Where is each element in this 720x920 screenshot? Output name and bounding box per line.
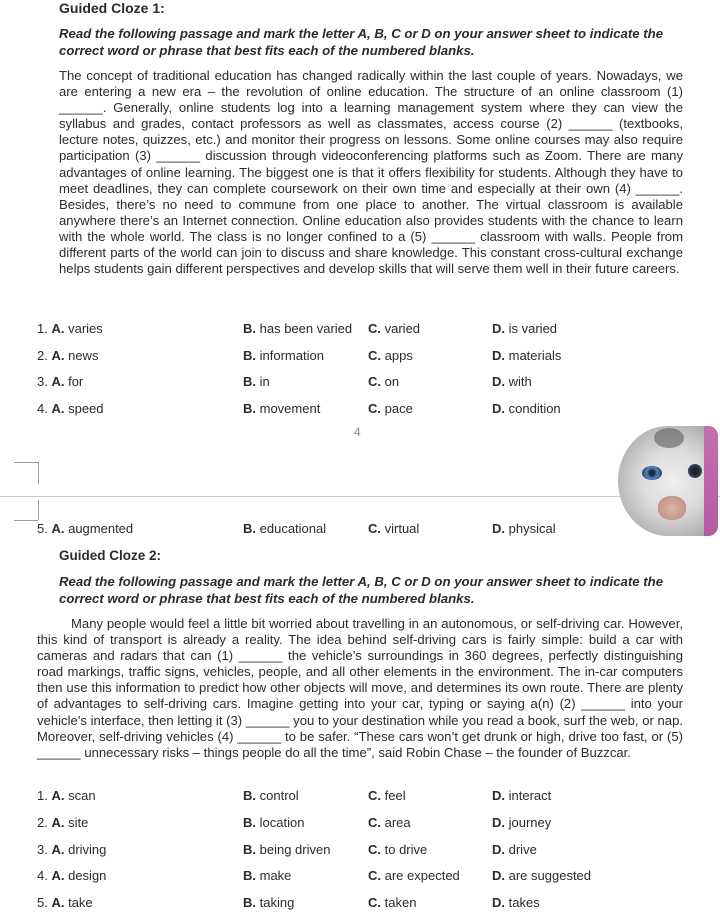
option-d: D. interact xyxy=(492,788,552,803)
option-b: B. in xyxy=(243,374,270,389)
photo-band xyxy=(704,426,718,536)
question-row: 3. A. driving xyxy=(37,842,107,857)
option-b: B. taking xyxy=(243,895,295,910)
option-d: D. is varied xyxy=(492,321,558,336)
option-d: D. condition xyxy=(492,401,561,416)
option-d: D. journey xyxy=(492,815,552,830)
option-c: C. virtual xyxy=(368,521,420,536)
cat-photo xyxy=(618,426,718,536)
section2-title: Guided Cloze 2: xyxy=(59,548,162,563)
question-row: 1. A. scan xyxy=(37,788,96,803)
option-c: C. varied xyxy=(368,321,421,336)
question-row: 2. A. site xyxy=(37,815,89,830)
option-c: C. area xyxy=(368,815,411,830)
option-b: B. movement xyxy=(243,401,321,416)
question-row: 5. A. augmented xyxy=(37,521,134,536)
page-number: 4 xyxy=(354,425,361,439)
option-d: D. physical xyxy=(492,521,556,536)
option-b: B. educational xyxy=(243,521,327,536)
question-row: 2. A. news xyxy=(37,348,99,363)
option-c: C. pace xyxy=(368,401,413,416)
section2-passage: Many people would feel a little bit worried about travelling in an autonomous, or self-driving car. However, this kind of transport is already a reality. The idea behind self-driving cars is fairly simple: build a car with cameras and radars that can (1) ______ the vehicle’s surroundings in 360 degrees, perfectly distinguishing road markings, traffic signs, vehicles, people, and all other elements in the environment. The in-car computers then use this information to predict how other objects will move, and determines its own route. There are plenty of advantages to self-driving cars. Imagine getting into your car, typing or saying a(n) (2) ______ into your vehicle’s interface, then letting it (3) ______ you to your destination while you read a book, surf the web, or nap. Moreover, self-driving vehicles (4) ______ to be safer. “These cars won’t get drunk or high, drive too fast, or (5) ______ unnecessary risks – things people do all the time”, said Robin Chase – the founder of Buzzcar. xyxy=(37,616,683,760)
cat-nose xyxy=(658,496,686,520)
option-b: B. information xyxy=(243,348,324,363)
cat-fur xyxy=(654,428,684,448)
option-d: D. with xyxy=(492,374,532,389)
option-b: B. has been varied xyxy=(243,321,353,336)
option-c: C. to drive xyxy=(368,842,428,857)
question-row: 4. A. design xyxy=(37,868,107,883)
question-row: 3. A. for xyxy=(37,374,84,389)
corner-mark xyxy=(38,462,39,484)
corner-mark xyxy=(38,500,39,520)
section2-instruction: Read the following passage and mark the letter A, B, C or D on your answer sheet to indicate the correct word or phrase that best fits each of the numbered blanks. xyxy=(59,574,664,606)
option-d: D. materials xyxy=(492,348,562,363)
option-d: D. are suggested xyxy=(492,868,592,883)
option-b: B. location xyxy=(243,815,305,830)
question-row: 4. A. speed xyxy=(37,401,104,416)
page-divider xyxy=(0,496,720,497)
option-b: B. control xyxy=(243,788,299,803)
corner-mark xyxy=(14,520,38,521)
option-c: C. apps xyxy=(368,348,413,363)
option-c: C. taken xyxy=(368,895,417,910)
option-c: C. on xyxy=(368,374,400,389)
option-c: C. feel xyxy=(368,788,406,803)
question-row: 1. A. varies xyxy=(37,321,103,336)
option-b: B. being driven xyxy=(243,842,331,857)
cat-eye xyxy=(688,464,702,478)
cat-eye xyxy=(642,466,662,480)
section1-instruction: Read the following passage and mark the letter A, B, C or D on your answer sheet to indicate the correct word or phrase that best fits each of the numbered blanks. xyxy=(59,26,664,58)
question-row: 5. A. take xyxy=(37,895,93,910)
option-d: D. takes xyxy=(492,895,540,910)
option-d: D. drive xyxy=(492,842,537,857)
option-c: C. are expected xyxy=(368,868,460,883)
section1-passage: The concept of traditional education has changed radically within the last couple of years. Nowadays, we are entering a new era – the revolution of online education. The structure of an online classroom (1) ______. Generally, online students log into a learning management system where they can view the syllabus and grades, contact professors as well as classmates, access course (2) ______ (textbooks, lecture notes, quizzes, etc.) and monitor their progress on lessons. Some online courses may also require participation (3) ______ discussion through videoconferencing platforms such as Zoom. There are many advantages of online learning. The biggest one is that it offers flexibility for students. Although they have to meet deadlines, they can complete coursework on their own time and especially at their own (4) ______. Besides, there’s no need to commune from one place to another. The virtual classroom is available anywhere there’s an Internet connection. Online education also provides students with the chance to learn with the whole world. The class is no longer confined to a (5) ______ classroom with walls. People from different parts of the world can join to discuss and share knowledge. This constant cross-cultural exchange helps students gain different perspectives and develop skills that will serve them well in their future careers. xyxy=(59,68,683,277)
corner-mark xyxy=(14,462,38,463)
section1-title: Guided Cloze 1: xyxy=(59,0,165,16)
option-b: B. make xyxy=(243,868,292,883)
